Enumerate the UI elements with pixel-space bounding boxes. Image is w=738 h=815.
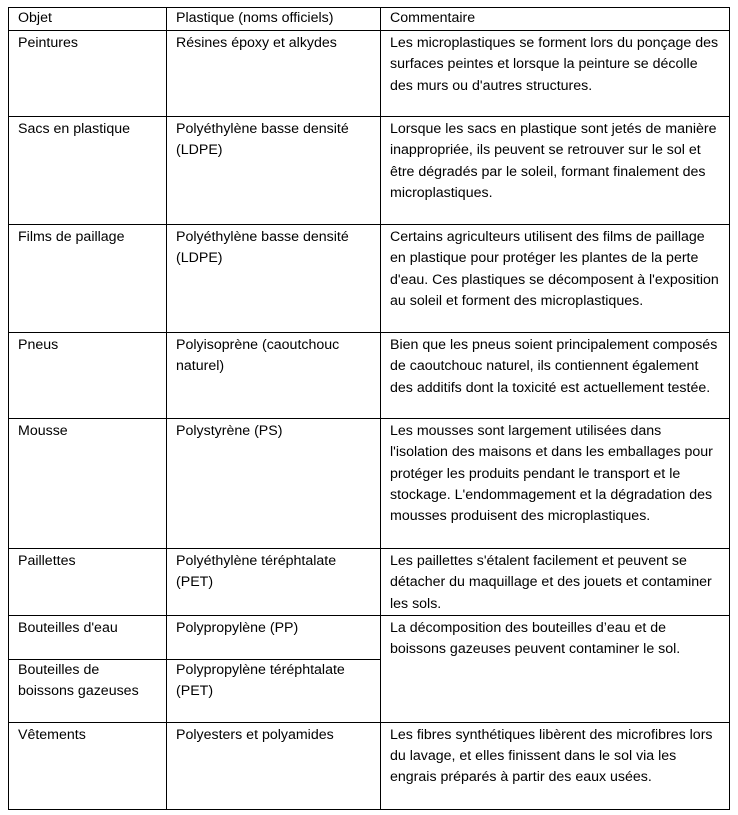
cell-objet: Sacs en plastique bbox=[9, 117, 167, 225]
cell-plastique: Polypropylène téréphtalate (PET) bbox=[167, 659, 381, 722]
table-row bbox=[9, 225, 730, 333]
cell-objet: Bouteilles de boissons gazeuses bbox=[9, 659, 167, 722]
cell-plastique: Polystyrène (PS) bbox=[167, 419, 381, 549]
microplastics-table bbox=[8, 7, 730, 810]
cell-plastique: Résines époxy et alkydes bbox=[167, 31, 381, 117]
cell-objet: Pneus bbox=[9, 333, 167, 419]
table-header-row bbox=[9, 8, 730, 31]
cell-commentaire: Les microplastiques se forment lors du ponçage des surfaces peintes et lorsque la peinture se décolle des murs ou d'autres structures. bbox=[381, 31, 730, 117]
cell-commentaire-merged: La décomposition des bouteilles d’eau et de boissons gazeuses peuvent contaminer le sol. bbox=[381, 615, 730, 722]
cell-commentaire: Bien que les pneus soient principalement composés de caoutchouc naturel, ils contiennent également des additifs dont la toxicité est actuellement testée. bbox=[381, 333, 730, 419]
cell-plastique: Polyéthylène basse densité (LDPE) bbox=[167, 117, 381, 225]
cell-commentaire: Les paillettes s'étalent facilement et peuvent se détacher du maquillage et des jouets et contaminer les sols. bbox=[381, 549, 730, 616]
table-row bbox=[9, 722, 730, 809]
table-row bbox=[9, 615, 730, 659]
table-row bbox=[9, 31, 730, 117]
table-row bbox=[9, 117, 730, 225]
table-row bbox=[9, 419, 730, 549]
cell-plastique: Polyéthylène basse densité (LDPE) bbox=[167, 225, 381, 333]
cell-objet: Paillettes bbox=[9, 549, 167, 616]
cell-objet: Films de paillage bbox=[9, 225, 167, 333]
header-cell-objet: Objet bbox=[9, 8, 167, 31]
cell-plastique: Polyisoprène (caoutchouc naturel) bbox=[167, 333, 381, 419]
cell-objet: Mousse bbox=[9, 419, 167, 549]
cell-plastique: Polypropylène (PP) bbox=[167, 615, 381, 659]
cell-plastique: Polyesters et polyamides bbox=[167, 722, 381, 809]
cell-commentaire: Les fibres synthétiques libèrent des microfibres lors du lavage, et elles finissent dans le sol via les engrais préparés à partir des eaux usées. bbox=[381, 722, 730, 809]
cell-commentaire: Certains agriculteurs utilisent des films de paillage en plastique pour protéger les plantes de la perte d'eau. Ces plastiques se décomposent à l'exposition au soleil et forment des microplastiques. bbox=[381, 225, 730, 333]
cell-objet: Peintures bbox=[9, 31, 167, 117]
cell-objet: Bouteilles d'eau bbox=[9, 615, 167, 659]
table-row bbox=[9, 333, 730, 419]
cell-plastique: Polyéthylène téréphtalate (PET) bbox=[167, 549, 381, 616]
cell-commentaire: Lorsque les sacs en plastique sont jetés de manière inappropriée, ils peuvent se retrouver sur le sol et être dégradés par le soleil, formant finalement des microplastiques. bbox=[381, 117, 730, 225]
cell-objet: Vêtements bbox=[9, 722, 167, 809]
cell-commentaire: Les mousses sont largement utilisées dans l'isolation des maisons et dans les emballages pour protéger les produits pendant le transport et le stockage. L'endommagement et la dégradation des mousses produisent des microplastiques. bbox=[381, 419, 730, 549]
header-cell-commentaire: Commentaire bbox=[381, 8, 730, 31]
header-cell-plastique: Plastique (noms officiels) bbox=[167, 8, 381, 31]
table-row bbox=[9, 549, 730, 616]
